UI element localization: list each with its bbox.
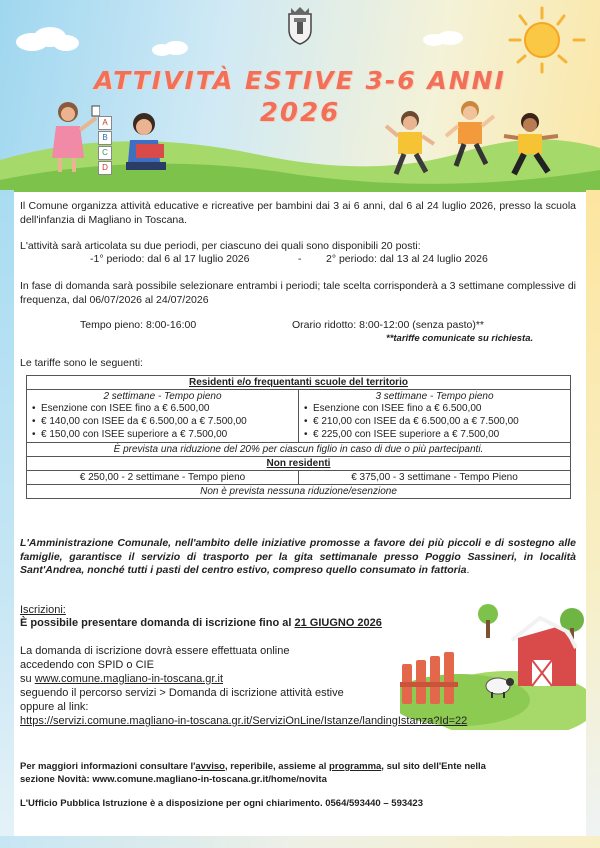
info-line-1 <box>20 760 486 774</box>
nonresidents-2-weeks: € 250,00 - 2 settimane - Tempo pieno <box>27 471 299 485</box>
enrollment-line-5: oppure al link: <box>20 701 89 713</box>
right-frame <box>586 190 600 848</box>
full-time-schedule: Tempo pieno: 8:00-16:00 <box>80 319 197 331</box>
table-row <box>27 457 571 471</box>
enrollment-deadline <box>20 617 382 631</box>
avviso-link[interactable]: avviso <box>195 761 225 772</box>
fees-table <box>26 375 571 499</box>
info-text-2: , reperibile, assieme al <box>224 761 330 772</box>
col1-title: 2 settimane - Tempo pieno <box>103 391 222 402</box>
info-text-1: Per maggiori informazioni consultare l' <box>20 761 196 772</box>
block-letter: C <box>98 146 112 160</box>
reduced-time-schedule: Orario ridotto: 8:00-12:00 (senza pasto)** <box>292 319 485 331</box>
nonresidents-note: Non è prevista nessuna riduzione/esenzione <box>27 485 571 499</box>
enrollment-line-3 <box>20 673 223 687</box>
nonresidents-header: Non residenti <box>27 457 571 471</box>
table-row <box>27 485 571 499</box>
block-letter: D <box>98 161 112 175</box>
info-line-2: sezione Novità: www.comune.magliano-in-toscana.gr.it/home/novita <box>20 774 327 785</box>
list-item: • € 210,00 con ISEE da € 6.500,00 a € 7.500,00 <box>313 415 566 428</box>
table-row <box>27 376 571 390</box>
transport-text: L'Amministrazione Comunale, nell'ambito delle iniziative promosse a favore dei più piccoli e di sostegno alle famiglie, garantisce il servizio di trasporto per la gita settimanale presso Poggio Sassineri, in località Sant'Andrea, nonché tutti i pasti del centro estivo, compreso quello consumato in fattoria <box>20 537 576 576</box>
cloud-icon <box>12 26 82 52</box>
table-row <box>27 443 571 457</box>
deadline-date: 21 GIUGNO 2026 <box>294 617 382 629</box>
nonresidents-3-weeks: € 375,00 - 3 settimane - Tempo Pieno <box>299 471 571 485</box>
list-item: • € 140,00 con ISEE da € 6.500,00 a € 7.500,00 <box>41 415 294 428</box>
table-row <box>27 471 571 485</box>
enrollment-line-1: La domanda di iscrizione dovrà essere effettuata online <box>20 645 290 657</box>
transport-paragraph <box>20 537 576 578</box>
selection-paragraph: In fase di domanda sarà possibile selezionare entrambi i periodi; tale scelta corrisponderà a 3 settimane complessive di frequenza, dal 06/07/2026 al 24/07/2026 <box>20 280 576 306</box>
site-prefix: su <box>20 673 35 685</box>
girl-illustration <box>40 96 100 176</box>
page-title: ATTIVITÀ ESTIVE 3-6 ANNI <box>94 66 506 95</box>
cloud-icon <box>150 40 190 56</box>
site-link[interactable]: www.comune.magliano-in-toscana.gr.it <box>34 673 223 685</box>
enrollment-label: Iscrizioni: <box>20 604 66 616</box>
list-item: • € 150,00 con ISEE superiore a € 7.500,00 <box>41 428 294 441</box>
intro-paragraph: Il Comune organizza attività educative e ricreative per bambini dai 3 ai 6 anni, dal 6 al 24 luglio 2026, presso la scuola dell'infanzia di Magliano in Toscana. <box>20 200 576 226</box>
block-letter: B <box>98 131 112 145</box>
boy-reading-illustration <box>118 110 174 176</box>
cloud-icon <box>420 30 464 46</box>
fees-intro: Le tariffe sono le seguenti: <box>20 357 143 369</box>
alphabet-blocks <box>98 116 112 175</box>
period-separator: - <box>298 253 302 265</box>
periods-lead: L'attività sarà articolata su due periodi, per ciascuno dei quali sono disponibili 20 posti: <box>20 240 421 252</box>
enrollment-url-link[interactable]: https://servizi.comune.magliano-in-toscana.gr.it/ServiziOnLine/Istanze/landingIstanza?Id=22 <box>20 715 468 727</box>
block-letter: A <box>98 116 112 130</box>
enrollment-line-4: seguendo il percorso servizi > Domanda di iscrizione attività estive <box>20 687 344 699</box>
municipal-crest-icon <box>286 6 314 46</box>
programma-link[interactable]: programma <box>329 761 382 772</box>
kid-jumping-3-illustration <box>500 110 562 182</box>
kid-jumping-2-illustration <box>440 98 500 174</box>
farm-illustration <box>400 590 586 730</box>
list-item: • Esenzione con ISEE fino a € 6.500,00 <box>313 402 566 415</box>
deadline-text: È possibile presentare domanda di iscrizione fino al <box>20 617 295 629</box>
reduced-fee-note: **tariffe comunicate su richiesta. <box>386 333 534 344</box>
period-2: 2° periodo: dal 13 al 24 luglio 2026 <box>326 253 488 265</box>
period-1: -1° periodo: dal 6 al 17 luglio 2026 <box>90 253 250 265</box>
bottom-frame <box>0 836 600 848</box>
page-title-year: 2026 <box>259 98 341 128</box>
list-item: • Esenzione con ISEE fino a € 6.500,00 <box>41 402 294 415</box>
residents-3-weeks-cell <box>299 390 571 443</box>
list-item: • € 225,00 con ISEE superiore a € 7.500,00 <box>313 428 566 441</box>
discount-note: È prevista una riduzione del 20% per ciascun figlio in caso di due o più partecipanti. <box>27 443 571 457</box>
table-row <box>27 390 571 443</box>
enrollment-line-2: accedendo con SPID o CIE <box>20 659 154 671</box>
kid-jumping-1-illustration <box>382 108 438 182</box>
contact-line: L'Ufficio Pubblica Istruzione è a disposizione per ogni chiarimento. 0564/593440 – 593423 <box>20 798 423 809</box>
left-frame <box>0 190 14 848</box>
residents-header: Residenti e/o frequentanti scuole del territorio <box>27 376 571 390</box>
info-text-3: , sul sito dell'Ente nella <box>381 761 486 772</box>
transport-text-end: . <box>466 564 470 576</box>
residents-2-weeks-cell <box>27 390 299 443</box>
col2-title: 3 settimane - Tempo pieno <box>375 391 494 402</box>
